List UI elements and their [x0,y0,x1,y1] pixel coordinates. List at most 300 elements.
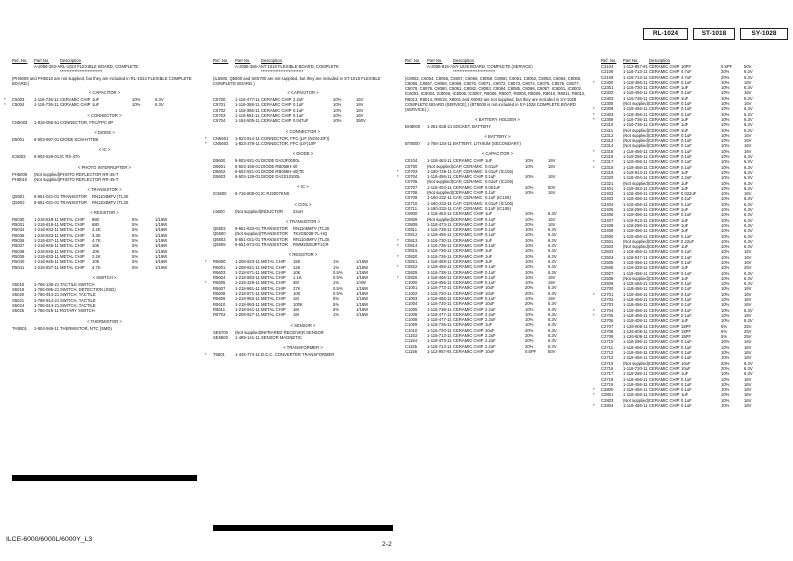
ref-no: C2316 [601,154,614,160]
rating: 25V [744,265,752,271]
description: METAL CHIP [60,259,85,265]
ref-no: CN5601 [213,135,229,141]
ref-no: R5031 [12,222,25,228]
value: 2.2uF [485,333,496,339]
part-no: 1-116-591-11 [235,113,260,119]
ref-no: C2700 [601,286,614,292]
part-no: 1-118-456-11 [623,344,648,350]
rating: 350V [356,118,366,124]
value: 0.1uF [681,143,692,149]
spacer [405,354,590,358]
new-part-mark: * [593,403,595,408]
rating: 1/16W [155,232,168,238]
tolerance: 10% [721,318,730,324]
tolerance: 10% [721,111,730,117]
description: CERAMIC CHIP [649,64,680,69]
part-no: 1-216-833-11 [34,227,59,233]
ref-no: S5018 [12,281,25,287]
ref-no: C2317 [601,159,614,165]
ref-no: C0705 [405,179,418,185]
rating: 16V [744,355,752,361]
section-heading: < CAPACITOR > [481,151,514,157]
tolerance: 10% [721,180,730,186]
rating: 1/16W [356,285,369,291]
ref-no: C2716 [601,365,614,371]
rating: 16V [744,302,752,308]
header-part: Part No. [623,58,639,63]
description: CERAMIC CHIP [453,333,484,339]
value: 0.1uF [485,216,496,222]
tolerance: 10% [721,387,730,393]
ref-no: C2719 [601,381,614,387]
new-part-mark: * [593,106,595,112]
value: RWM2025JPT1CR [293,241,329,247]
rating: 16V [744,286,752,292]
value: 10uF [485,327,495,333]
description: CERAMIC CHIP [453,264,484,270]
rating: 6.3V [744,365,753,371]
rating: 16V [744,254,752,260]
description: CERAMIC CHIP [453,317,484,323]
rating: 6.3V [548,322,557,328]
description: CERAMIC CHIP [453,232,484,238]
description: SOCKET, BATTERY [453,123,492,129]
tolerance: 10% [525,243,534,249]
rating: 6.3V [744,281,753,287]
description: METAL CHIP [261,264,286,270]
ref-no: R5038 [12,248,25,254]
value: 10K [92,243,100,249]
value: 10uF [681,365,691,371]
model-badge-sy1028: SY-1028 [740,28,788,40]
value: 2.2K [92,227,101,233]
section-heading: < SWITCH > [92,274,117,280]
description: THERMISTOR, NTC (SMD) [60,325,112,331]
ref-no: C2501 [601,238,614,244]
parts-column-st1018 [205,58,393,361]
value: 0.01uF (IC106) [485,179,514,185]
description: CERAMIC CHIP [649,228,680,234]
tolerance: 5% [132,232,139,238]
rating: 1/16W [155,259,168,265]
description: CERAMIC CHIP [649,344,680,350]
ref-no: D5602 [213,168,226,174]
part-no: 6-551-021-01 [34,199,60,205]
rating: 6.3V [548,227,557,233]
description: BATTERY, LITHIUM (SECONDARY) [453,140,521,146]
rating: 6.3V [744,244,753,250]
ref-no: C2301 [601,85,614,91]
ref-no: SE5700 [213,329,228,335]
ref-no: R5037 [12,243,25,249]
ref-no: C2313 [601,138,614,144]
part-no: 1-116-388-11 [235,107,260,113]
value: 1uF [681,185,689,191]
part-no: 1-251-638-21 [427,123,453,129]
value: 1M [293,306,299,312]
part-no: 1-116-713-11 [427,343,452,349]
part-no: (Not supplied) [427,216,454,222]
tolerance: 10% [525,174,534,180]
description: CERAMIC CHIP [649,222,680,228]
ref-no: Q5600 [213,231,226,237]
ref-no: S5025 [12,308,25,314]
part-no: 1-218-953-11 [235,296,260,302]
description: CERAMIC CHIP [649,355,680,361]
rating: 6.3V [548,290,557,296]
description: CERAMIC CHIP [649,392,680,398]
ref-no: D5603 [213,174,226,180]
value: TK2G5038-TL-HQ [293,231,328,237]
value: 0.1uF [681,148,692,154]
ref-no: C5702 [213,107,226,113]
part-no: 1-112-957-91 [427,348,452,354]
tolerance: 5% [132,238,139,244]
ref-no: C1008 [405,317,418,323]
part-no: 1-216-837-11 [34,238,59,244]
part-no: 1-216-819-11 [34,222,59,228]
value: 0.1uF [293,107,304,113]
page-number: 2-2 [382,541,392,548]
rating: 6.3V [548,338,557,344]
ref-no: BT8000 [405,140,420,146]
tolerance: 10% [525,248,534,254]
ref-no: Q5602 [213,226,226,232]
part-no: 1-118-456-11 [623,233,648,239]
new-part-mark: * [593,312,595,318]
tolerance: 10% [721,376,730,382]
description: CERAMIC CHIP [453,322,484,328]
ref-no: R5610 [213,301,226,307]
value: 4.7uF [681,74,692,80]
part-no: 1-160-748-11 [427,168,452,174]
new-part-mark: * [205,259,207,265]
tolerance: 10% [721,392,730,398]
tolerance: 10% [721,222,730,228]
value: 1uF [681,392,689,398]
ref-no: C0703 [405,168,418,174]
ref-no: C2302 [601,90,614,96]
value: 0.1uF [485,274,496,280]
ref-no: C2308 [601,106,614,112]
section-heading: < SENSOR > [290,322,316,328]
description: CERAMIC CHIP [649,127,680,133]
description: CERAMIC CHIP [649,122,680,128]
rating: 1/16W [356,301,369,307]
tolerance: 5% [333,306,340,312]
part-row [213,335,393,340]
rating: 6.3V [744,185,753,191]
part-no: 1-216-833-11 [34,253,59,259]
part-no: 6-502-921-01 [235,168,261,174]
ref-no: D5001 [12,137,25,143]
description: CERAMIC CHIP [453,211,484,217]
part-row [213,209,393,214]
rating: 6.3V [744,270,753,276]
tolerance: 10% [721,95,730,101]
description: ROTARY SWITCH [60,308,95,314]
ref-no: C0707 [405,184,418,190]
part-no: 1-126-606-11 [623,328,648,334]
description: CERAMIC CHIP [649,302,680,308]
value: 0.1uF [681,307,692,313]
part-no: 1-786-914-21 [34,297,60,303]
description: CAP, CERAMIC [453,200,483,206]
rating: 25V [744,328,752,334]
value: 1uF [92,102,100,108]
part-no: 6-551-021-01 [34,194,60,200]
value: 1uF [485,322,493,328]
rating: 6.3V [744,74,753,80]
part-no: (Not supplied) [34,171,61,177]
value: 0.1uF [681,196,692,202]
value: 0.01uF (IC106) [485,168,514,174]
value: 0.1uF [681,249,692,255]
description: DIODE RB056H-40 [261,163,298,169]
description: CERAMIC CHIP [649,397,680,403]
ref-no: R5040 [12,259,25,265]
description: CERAMIC CHIP [453,216,484,222]
new-part-mark: * [593,111,595,117]
part-row [12,308,197,313]
value: 4.7K [92,264,101,270]
rating: 6.3V [548,306,557,312]
description: CERAMIC CHIP [453,280,484,286]
tolerance: 10% [721,207,730,213]
part-no: (Not supplied) [427,163,454,169]
part-no: 1-118-456-11 [623,392,648,398]
description: METAL CHIP [60,227,85,233]
description: IC RS-470 [60,154,80,160]
value: RN1106MFV (TL3S [293,226,330,232]
description: CERAMIC CHIP [649,69,680,75]
rating: 16V [744,132,752,138]
tolerance: 10% [525,216,534,222]
section-heading: < TRANSISTOR > [285,219,321,225]
part-no: 6-551-021-01 [235,236,261,242]
ref-no: Q5002 [12,199,25,205]
description: CERAMIC CHIP [649,238,680,244]
value: 1uF [681,180,689,186]
rating: 16V [548,274,556,280]
part-row [12,326,197,331]
section-heading: < TRANSISTOR > [87,187,122,193]
rating: 6.3V [744,180,753,186]
ref-no: C2703 [601,302,614,308]
ref-no: C2318 [601,164,614,170]
description: CERAMIC CHIP [453,158,484,164]
rating: 6.3V [548,301,557,307]
rating: 16V [548,174,556,180]
part-no: 1-116-713-11 [427,333,452,339]
tolerance: 10% [525,306,534,312]
rating: 6.3V [744,217,753,223]
rating: 6.3V [744,164,753,170]
board-part-no: A-2058-816-A [427,64,454,69]
description: CERAMIC CHIP [649,175,680,181]
part-no: 1-118-913-11 [623,169,648,175]
value: 1uF [485,237,493,243]
part-row [12,137,197,142]
value: 1uF [681,371,689,377]
tolerance: 10% [721,281,730,287]
description: PHOTO REFLECTOR RR-45-T [60,176,119,182]
value: 0.1uF [293,102,304,108]
part-row [205,352,393,358]
ref-no: C2108 [601,69,614,75]
ref-no: C2402 [601,191,614,197]
value: 0.1uF [681,376,692,382]
ref-no: C1001 [405,285,418,291]
description: CERAMIC CHIP [649,106,680,112]
description: METAL CHIP [60,238,85,244]
tolerance: 10% [525,264,534,270]
description: DIODE SCM-H7TB6 [60,137,99,143]
ref-no: IC5003 [12,154,26,160]
model-badge-rl1024: RL-1024 [643,28,688,40]
description: CERAMIC CHIP [649,159,680,165]
ref-no: R5609 [213,296,226,302]
value: 2.2uF [485,306,496,312]
rating: 16V [744,381,752,387]
description: CERAMIC CHIP [453,306,484,312]
value: 1uF [92,97,100,103]
description: CERAMIC CHIP [453,338,484,344]
description: METAL CHIP [261,269,286,275]
part-no: 1-116-388-11 [235,102,260,108]
tolerance: 10% [721,175,730,181]
tolerance: 10% [525,211,534,217]
value: 0.1uF [485,295,496,301]
description: CERAMIC CHIP [453,290,484,296]
description: CERAMIC CHIP [649,365,680,371]
description: CERAMIC CHIP [453,174,484,180]
part-no: 1-216-845-11 [34,259,59,265]
ref-no: C1155 [405,343,418,349]
part-no: (Not supplied) [623,360,650,366]
ref-no: R5604 [213,275,226,281]
ref-no: C2401 [601,185,614,191]
rating: 6.3V [744,228,753,234]
part-no: 1-116-329-11 [623,265,648,271]
value: 1uF [681,116,689,122]
new-part-mark: * [593,116,595,122]
board-description: RL-1024 FLEXIBLE BOARD, COMPLETE [60,64,139,69]
tolerance: 20% [525,290,534,296]
tolerance: 1% [333,264,340,270]
description: CERAMIC CHIP [649,85,680,91]
value: 10K [293,291,301,297]
value: 2.2uF [485,317,496,323]
part-no: 1-118-456-11 [623,355,648,361]
ref-no: C0704 [405,174,418,180]
description: METAL CHIP [261,301,286,307]
ref-no: R5036 [12,238,25,244]
tolerance: 20% [721,74,730,80]
description: CERAMIC CHIP [649,191,680,197]
tolerance: 10% [721,254,730,260]
rating: 6.3V [744,318,753,324]
ref-no: CN5003 [12,119,28,125]
part-no: 1-118-047-11 [623,254,648,260]
value: 10K [92,259,100,265]
description: CERAMIC CHIP [649,132,680,138]
rating: 6.3V [744,222,753,228]
part-no: 1-118-473-11 [427,338,452,344]
rating: 1/4W [356,280,366,286]
description: CERAMIC CHIP [649,323,680,329]
tolerance: 5% [721,334,728,340]
description: SENSOR MAGNETIC [261,334,302,340]
ref-no: C0104 [405,158,418,164]
rating: 6.3V [744,238,753,244]
new-part-mark: * [397,237,399,243]
board-note: (C8052, C8054, C8055, C8057, C8058, C8059, C8060, C8061, C8062, C8063, C8064, C8065, C8066, C8067, C8068, C8069, C8070, C8071, C8072, C8073, C8074, C8075, C8076, C8077, C8078, C8079, C8080, C8081, C8082, C8083, C8084, C8085, C8086, C8087, IC8001, IC8002, IC8003, IC8004, IC8005, IC8006, IC8007, R8006, R8007, R8008, R8009, R8010, R8011, R8012, R8013, R8014, R8015, X8001 and X8002 are not supplied, but they are included in SY-1028 COMPLETE BOARD (SERVICE).) (BT8000 is not included in SY-1028 COMPLETE BOARD (SERVICE).) [405,75,586,113]
value: 27K [293,285,301,291]
part-no: (Not supplied) [427,190,454,196]
part-no: (Not supplied) [34,176,61,182]
board-note: (IL5600, Q5600 and SE5700 are not supplied, but they are included in ST-1018 FLEXIBLE COMPLETE BOARD.) [213,75,381,86]
header-part: Part No. [34,58,50,63]
rating: 6.3V [744,233,753,239]
new-part-mark: * [397,168,399,174]
value: 4.7uF [681,69,692,75]
part-no: 1-118-463-11 [427,158,452,164]
rating: 1/16W [155,248,168,254]
description: CERAMIC CHIP [649,111,680,117]
part-no: 1-116-477-11 [427,317,452,323]
tolerance: 10% [721,312,730,318]
new-part-mark: * [397,264,399,270]
ref-no: Q5603 [213,236,226,242]
header-part: Part No. [427,58,443,63]
ref-no: R5041 [12,264,25,270]
rating: 6.3V [155,97,164,103]
tolerance: 5% [333,301,340,307]
part-no: 1-118-456-11 [623,228,648,234]
description: METAL CHIP [261,291,286,297]
description: CERAMIC CHIP [261,113,292,119]
ref-no: C2319 [601,169,614,175]
tolerance: 10% [721,143,730,149]
description: CERAMIC CHIP [649,387,680,393]
value: 680 [92,216,99,222]
tolerance: 10% [721,265,730,271]
part-no: 1-118-456-11 [623,381,648,387]
value: 15PF [681,328,692,334]
tolerance: 10% [721,164,730,170]
tolerance: 10% [721,355,730,361]
description: CERAMIC CHIP [649,101,680,107]
tolerance: 10% [525,232,534,238]
section-heading: < IC > [297,184,309,190]
board-note: (PH5009 and PH5010 are not supplied, but they are included in RL-1024 FLEXIBLE COMPLETE BOARD.) [12,75,192,86]
tolerance: 20% [721,69,730,75]
ref-no: C2801 [601,392,614,398]
tolerance: 20% [525,338,534,344]
value: 15PF [681,334,692,340]
rating: 16V [744,291,752,297]
rating: 25V [744,334,752,340]
ref-no: C1004 [405,301,418,307]
part-no: 1-118-286-11 [623,371,648,377]
part-no: 1-118-456-11 [623,212,648,218]
description: CERAMIC CHIP [453,221,484,227]
tolerance: 5% [333,296,340,302]
ref-no: C0708 [405,190,418,196]
ref-no: C2507 [601,270,614,276]
rating: 16V [548,163,556,169]
